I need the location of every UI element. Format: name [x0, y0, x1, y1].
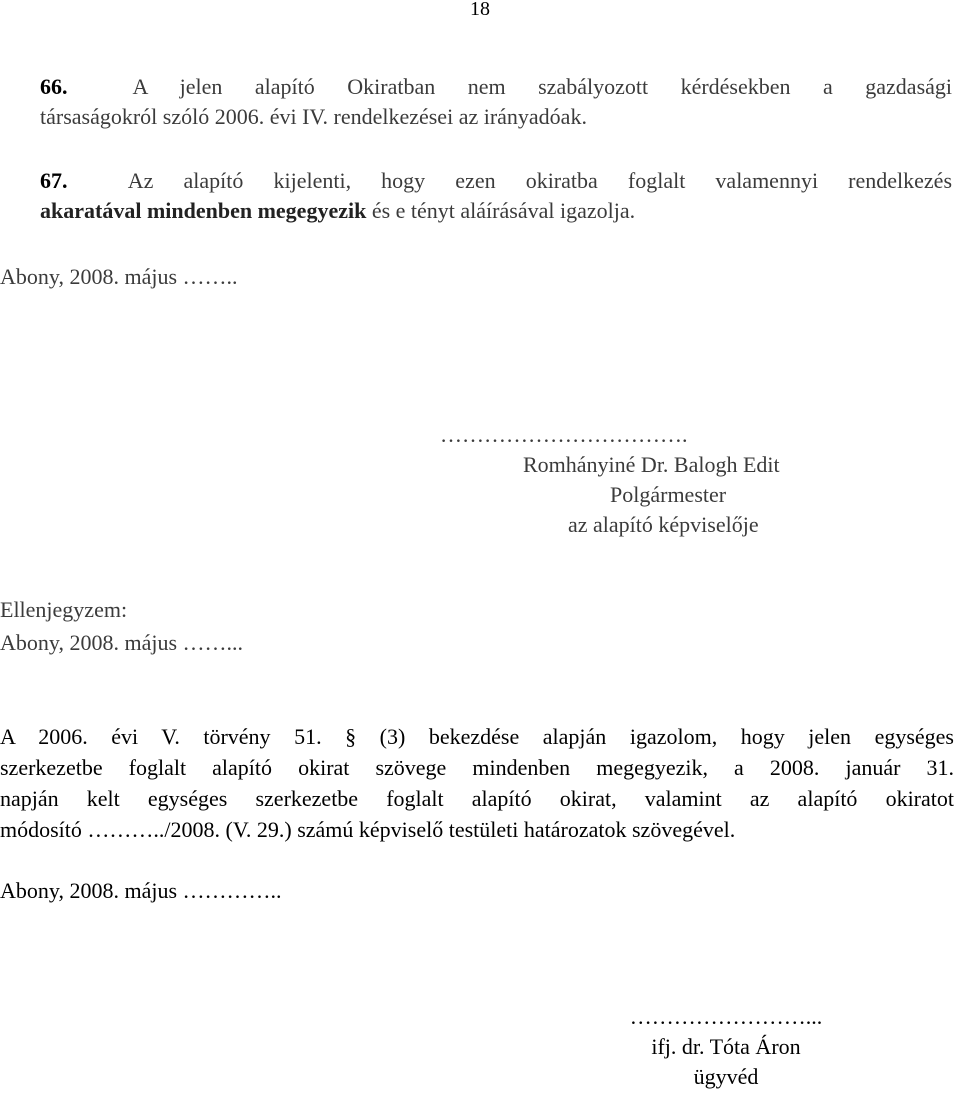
signatory-title-1: Polgármester: [610, 482, 727, 507]
date-line-3: Abony, 2008. május …………..: [0, 878, 282, 903]
certification-line-3: napján kelt egységes szerkezetbe foglalt alapító okirat, valamint az alapító okiratot: [0, 786, 954, 811]
certification-line-4: módosító ………../2008. (V. 29.) számú képviselő testületi határozatok szövegével.: [0, 817, 736, 842]
clause-67-line-2: [40, 196, 952, 226]
signature-block-mayor: [440, 420, 890, 540]
certification-paragraph: [0, 722, 954, 846]
clause-67-text-2: és e tényt aláírásával igazolja.: [366, 198, 636, 223]
clause-66-text-2: társaságokról szóló 2006. évi IV. rendelkezései az irányadóak.: [40, 104, 587, 129]
date-line-2: Abony, 2008. május ……...: [0, 630, 244, 655]
page-number: 18: [470, 0, 490, 20]
clause-67-text-1: Az alapító kijelenti, hogy ezen okiratba foglalt valamennyi rendelkezés: [127, 168, 952, 193]
clause-66-line-1: [40, 72, 952, 102]
countersign-label: Ellenjegyzem:: [0, 597, 128, 622]
signatory-name-1: Romhányiné Dr. Balogh Edit: [523, 452, 780, 477]
clause-66: [40, 72, 952, 132]
certification-line-2: szerkezetbe foglalt alapító okirat szövege mindenben megegyezik, a 2008. január 31.: [0, 755, 954, 780]
clause-67-bold-text: akaratával mindenben megegyezik: [40, 198, 367, 223]
clause-66-text-1: A jelen alapító Okiratban nem szabályozott kérdésekben a gazdasági: [132, 74, 953, 99]
signature-block-lawyer: [596, 1002, 856, 1092]
clause-67: [40, 166, 952, 226]
signatory-role-2: ügyvéd: [693, 1064, 759, 1089]
clause-67-line-1: [40, 166, 952, 196]
date-line-1: Abony, 2008. május ……..: [0, 264, 238, 289]
clause-67-number: 67.: [40, 168, 68, 193]
signatory-name-2: ifj. dr. Tóta Áron: [651, 1034, 801, 1059]
signature-dots-1: …………………………….: [440, 422, 688, 447]
signature-dots-2: ……………………...: [629, 1004, 823, 1029]
certification-line-1: A 2006. évi V. törvény 51. § (3) bekezdése alapján igazolom, hogy jelen egységes: [0, 724, 954, 749]
signatory-role-1: az alapító képviselője: [568, 512, 759, 537]
clause-66-number: 66.: [40, 74, 68, 99]
